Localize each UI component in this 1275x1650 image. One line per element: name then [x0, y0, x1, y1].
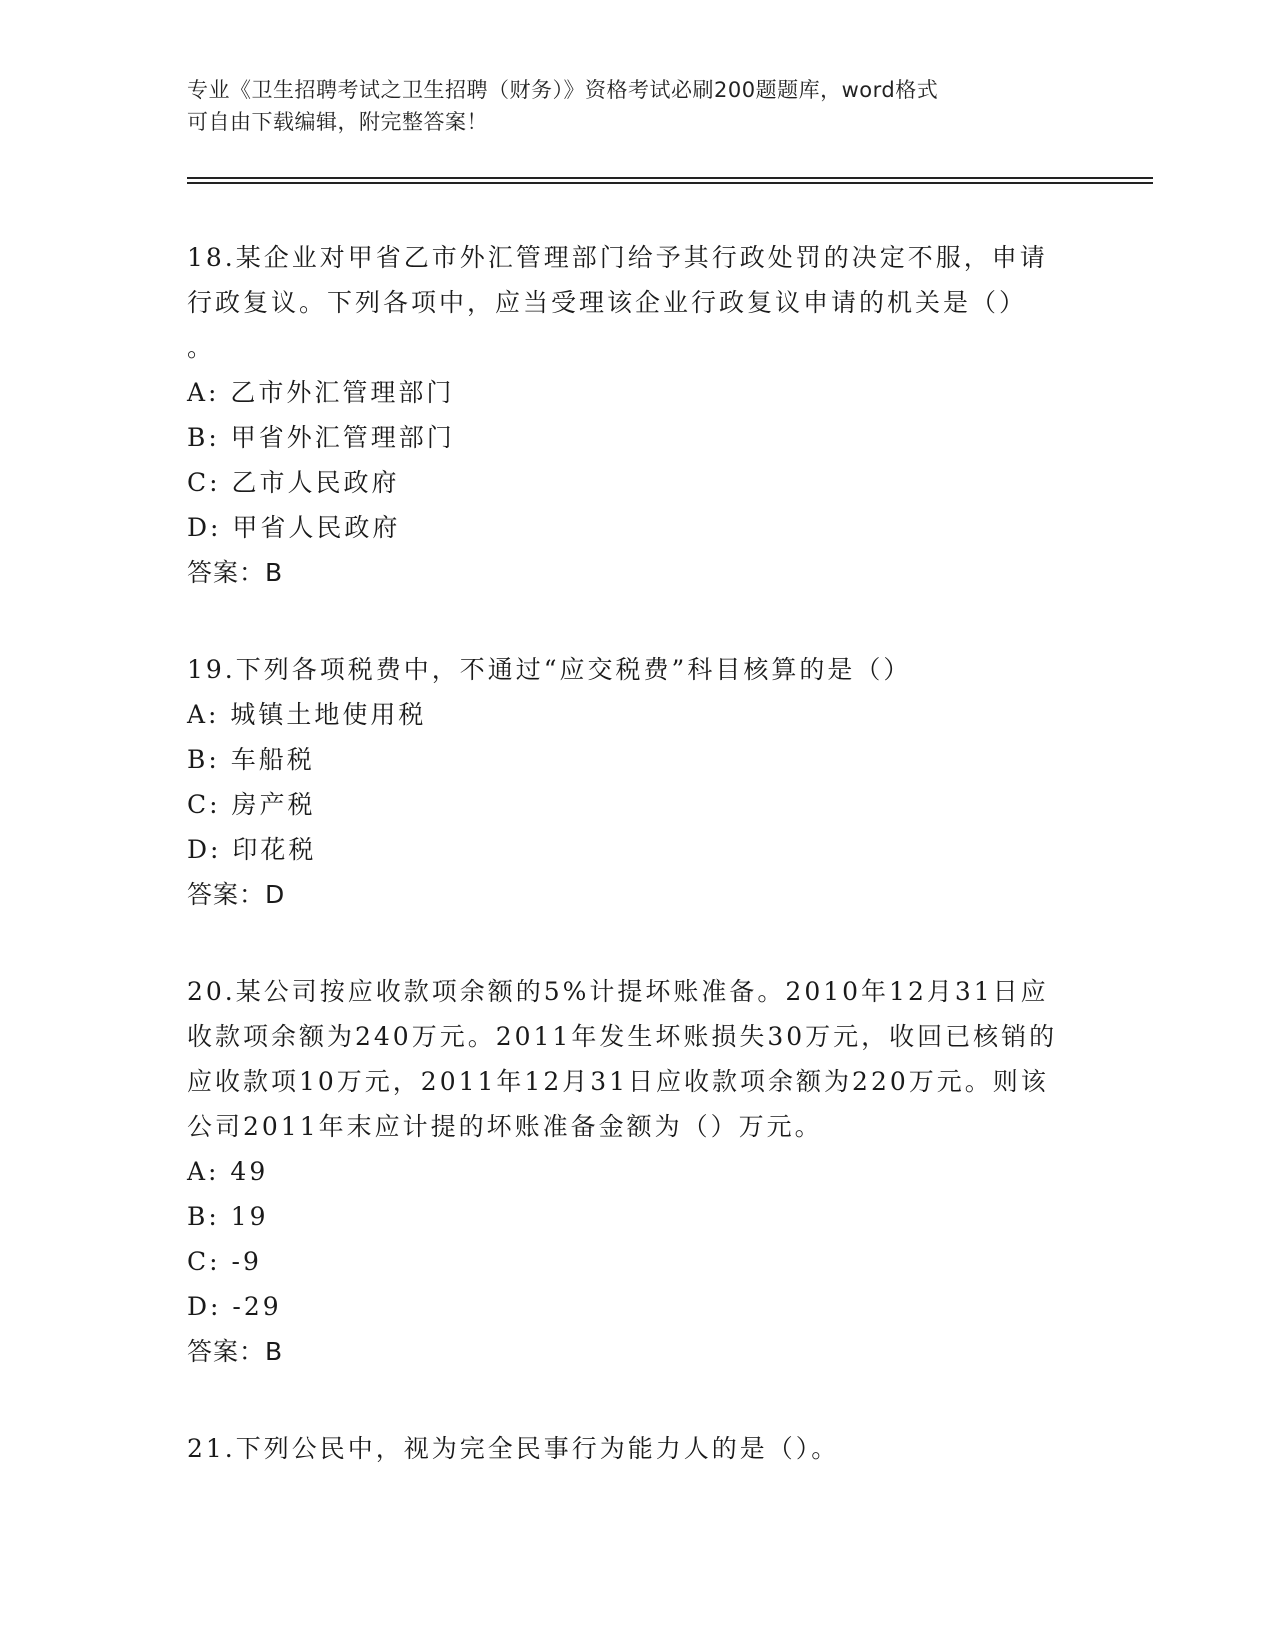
question-18	[187, 235, 1087, 595]
document-header	[187, 74, 1087, 138]
question-stem-line: 收款项余额为240万元。2011年发生坏账损失30万元，收回已核销的	[187, 1022, 1058, 1051]
question-list	[187, 235, 1087, 1523]
option-d: D: 甲省人民政府	[187, 513, 401, 542]
option-a: A: 城镇土地使用税	[187, 700, 427, 729]
option-b: B: 19	[187, 1202, 269, 1231]
question-stem-line: 18.某企业对甲省乙市外汇管理部门给予其行政处罚的决定不服，申请	[187, 243, 1048, 272]
question-stem-line: 21.下列公民中，视为完全民事行为能力人的是（）。	[187, 1434, 840, 1463]
answer-text: 答案：B	[187, 558, 284, 587]
question-stem-line: 。	[187, 333, 216, 362]
question-stem-line: 19.下列各项税费中，不通过“应交税费”科目核算的是（）	[187, 655, 912, 684]
question-stem-line: 行政复议。下列各项中，应当受理该企业行政复议申请的机关是（）	[187, 288, 1028, 317]
question-20	[187, 969, 1087, 1374]
option-c: C: 房产税	[187, 790, 316, 819]
option-d: D: 印花税	[187, 835, 317, 864]
header-divider-second	[187, 182, 1153, 184]
question-19	[187, 647, 1087, 917]
header-line-1: 专业《卫生招聘考试之卫生招聘（财务）》资格考试必刷200题题库，word格式	[187, 78, 939, 102]
answer-text: 答案：B	[187, 1337, 284, 1366]
question-stem-line: 20.某公司按应收款项余额的5%计提坏账准备。2010年12月31日应	[187, 977, 1049, 1006]
option-c: C: 乙市人民政府	[187, 468, 400, 497]
option-c: C: -9	[187, 1247, 262, 1276]
option-b: B: 车船税	[187, 745, 315, 774]
answer-text: 答案：D	[187, 880, 286, 909]
option-a: A: 49	[187, 1157, 269, 1186]
question-stem-line: 公司2011年末应计提的坏账准备金额为（）万元。	[187, 1112, 823, 1141]
option-b: B: 甲省外汇管理部门	[187, 423, 455, 452]
question-stem-line: 应收款项10万元，2011年12月31日应收款项余额为220万元。则该	[187, 1067, 1049, 1096]
header-line-2: 可自由下载编辑，附完整答案！	[187, 110, 488, 134]
option-d: D: -29	[187, 1292, 282, 1321]
option-a: A: 乙市外汇管理部门	[187, 378, 455, 407]
question-21	[187, 1426, 1087, 1471]
header-divider	[187, 177, 1153, 179]
